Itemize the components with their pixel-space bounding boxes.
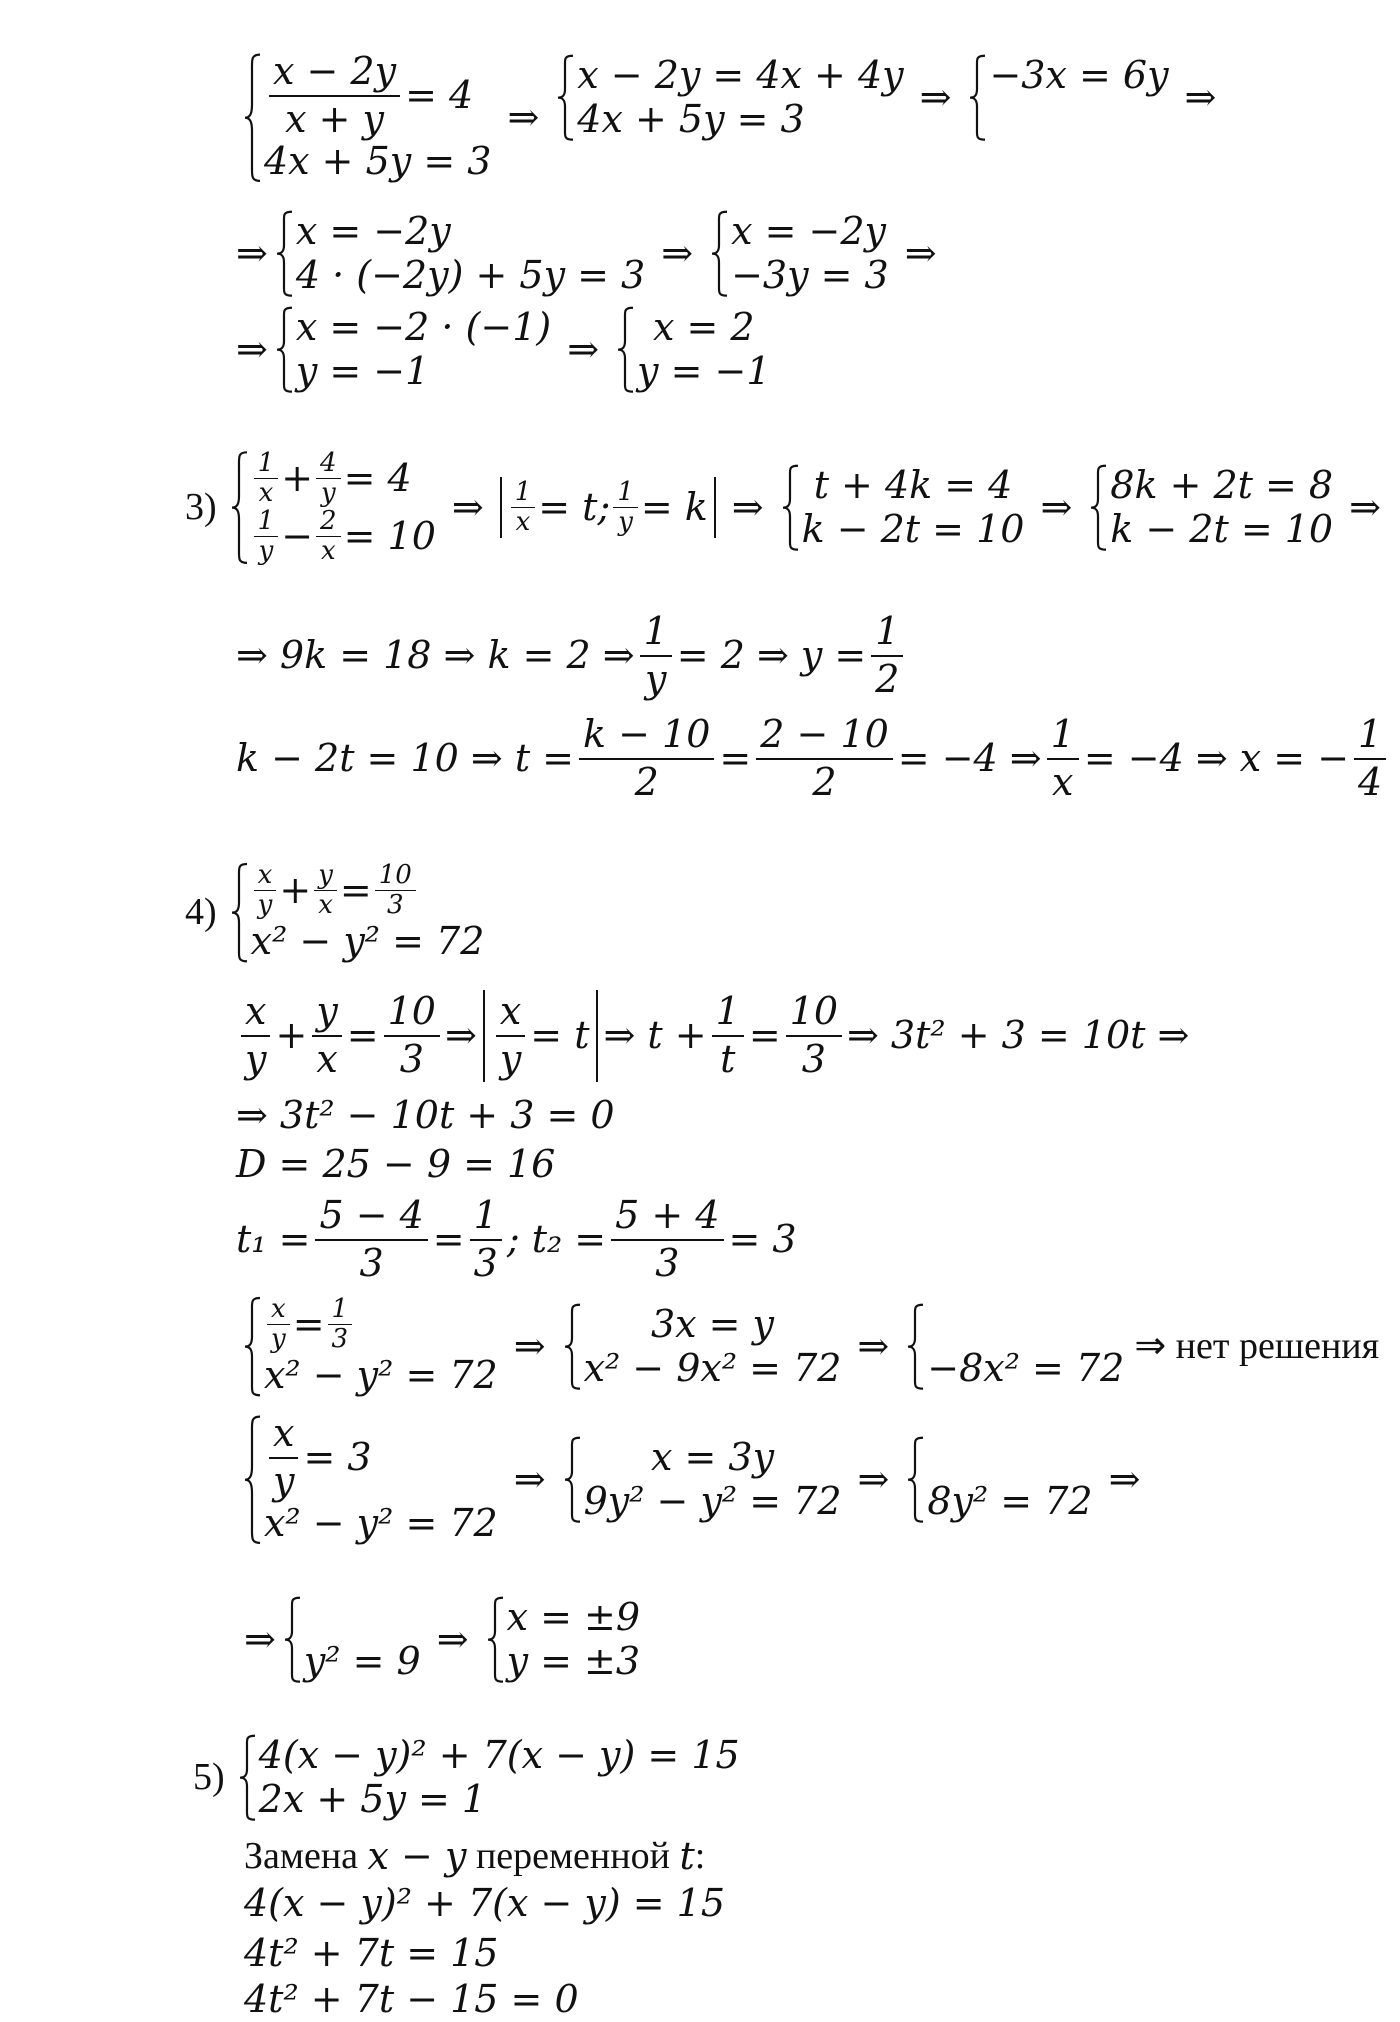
- p5-line-a: 4(x − y)² + 7(x − y) = 15: [244, 1881, 726, 1925]
- p4-system-9: x = ±9 y = ±3: [485, 1596, 640, 1683]
- p5-line-c: 4t² + 7t − 15 = 0: [244, 1977, 579, 2021]
- substitution-bars: $\frac{1}{x}$ = t; $\frac{1}{y}$ = k: [500, 477, 716, 539]
- p5-line-b: 4t² + 7t = 15: [244, 1931, 499, 1975]
- brace-icon: [555, 54, 577, 141]
- p3-system-3: 8k + 2t = 8 k − 2t = 10: [1088, 464, 1333, 551]
- problem-label-3: 3): [185, 485, 217, 528]
- p2-line3: ⇒ x = −2 · (−1) y = −1 ⇒ x = 2 y = −1: [236, 305, 771, 393]
- p4-system-1: $\frac{x}{y}$ + $\frac{y}{x}$ = $\frac{10}{3}$ x² − y² = 72: [229, 862, 485, 963]
- brace-icon: [562, 1436, 584, 1523]
- p4-system-4: −8x² = 72: [905, 1303, 1124, 1390]
- p2-line1: $\frac{x - 2y}{x + y}$ = 4 4x + 5y = 3 ⇒ x − 2y = 4x + 4y 4x + 5y = 3 ⇒ −3x = 6y ⇒: [236, 52, 1226, 183]
- p4-system-3: 3x = y x² − 9x² = 72: [562, 1303, 842, 1390]
- brace-icon: [709, 210, 731, 297]
- p4-system-8: y² = 9: [282, 1596, 421, 1683]
- brace-icon: [282, 1596, 304, 1683]
- p4-system-6: x = 3y 9y² − y² = 72: [562, 1436, 842, 1523]
- brace-icon: [1088, 464, 1110, 551]
- p4-line4: t₁ = $\frac{5 - 4}{3}$ = $\frac{1}{3}$ ; t₂ = $\frac{5 + 4}{3}$ = 3: [236, 1193, 797, 1285]
- p5-line0: [193, 1734, 746, 1821]
- p5-system-1: 4(x − y)² + 7(x − y) = 15 2x + 5y = 1: [237, 1734, 740, 1821]
- p2-system-1: $\frac{x - 2y}{x + y}$ = 4 4x + 5y = 3: [242, 52, 491, 183]
- brace-icon: [242, 52, 264, 183]
- p3-line3: k − 2t = 10 ⇒ t = $\frac{k - 10}{2}$ = $\frac{2 - 10}{2}$ = −4 ⇒ $\frac{1}{x}$ = −4 ⇒ x = − $\frac{1}{4}$: [236, 715, 1391, 803]
- brace-icon: [485, 1596, 507, 1683]
- brace-icon: [905, 1436, 927, 1523]
- p4-final: ⇒ y² = 9 ⇒ x = ±9 y = ±3: [244, 1595, 641, 1683]
- p4-caseB: $\frac{x}{y}$ = 3 x² − y² = 72 ⇒ x = 3y 9y² − y² = 72 ⇒ 8y² = 72 ⇒: [236, 1414, 1150, 1545]
- brace-icon: [242, 1296, 264, 1397]
- p4-system-5: $\frac{x}{y}$ = 3 x² − y² = 72: [242, 1414, 498, 1545]
- problem-label-4: 4): [185, 890, 217, 933]
- no-solution-text: ⇒ нет решения: [1134, 1324, 1380, 1367]
- p4-line1: $\frac{x}{y}$ + $\frac{y}{x}$ = $\frac{10}{3}$ ⇒ $\frac{x}{y}$ = t ⇒ t + $\frac{1}{t}$ = $\frac{10}{3}$ ⇒ 3t² + 3 = 10t ⇒: [236, 990, 1189, 1082]
- p3-line1: 3) $\frac{1}{x}$ + $\frac{4}{y}$ = 4 $\frac{1}{y}$ − $\frac{2}{x}$ = 10 ⇒ $\frac{1}{x}$ = t; $\frac{1}{y}$ = k ⇒ t + 4k = 4 k − 2t = 10 ⇒ 8k + 2t = 8 k − 2t = 10 ⇒: [185, 448, 1381, 566]
- p4-line0: [185, 862, 490, 963]
- p2-system-7: x = 2 y = −1: [615, 306, 770, 393]
- p4-caseA: $\frac{x}{y}$ = $\frac{1}{3}$ x² − y² = 72 ⇒ 3x = y x² − 9x² = 72 ⇒ −8x² = 72 ⇒ нет решения: [236, 1296, 1379, 1397]
- brace-icon: [229, 862, 251, 963]
- p2-line2: ⇒ x = −2y 4 · (−2y) + 5y = 3 ⇒ x = −2y −3y = 3 ⇒: [236, 209, 937, 297]
- brace-icon: [967, 54, 989, 141]
- brace-icon: [615, 306, 637, 393]
- brace-icon: [274, 210, 296, 297]
- p2-system-2: x − 2y = 4x + 4y 4x + 5y = 3: [555, 54, 903, 141]
- p3-system-2: t + 4k = 4 k − 2t = 10: [780, 464, 1025, 551]
- p2-system-5: x = −2y −3y = 3: [709, 210, 889, 297]
- brace-icon: [237, 1734, 259, 1821]
- p2-system-6: x = −2 · (−1) y = −1: [274, 306, 551, 393]
- brace-icon: [242, 1414, 264, 1545]
- brace-icon: [229, 450, 251, 565]
- p4-line3: D = 25 − 9 = 16: [236, 1142, 556, 1186]
- brace-icon: [562, 1303, 584, 1390]
- p5-replace-line: Замена x − y переменной t :: [244, 1834, 706, 1878]
- brace-icon: [274, 306, 296, 393]
- p3-system-1: $\frac{1}{x}$ + $\frac{4}{y}$ = 4 $\frac{1}{y}$ − $\frac{2}{x}$ = 10: [229, 450, 436, 565]
- problem-label-5: 5): [193, 1755, 225, 1798]
- substitution-bars: $\frac{x}{y}$ = t: [483, 990, 598, 1082]
- brace-icon: [905, 1303, 927, 1390]
- p3-line2: ⇒ 9k = 18 ⇒ k = 2 ⇒ $\frac{1}{y}$ = 2 ⇒ y = $\frac{1}{2}$: [236, 612, 908, 700]
- p2-system-4: x = −2y 4 · (−2y) + 5y = 3: [274, 210, 645, 297]
- p2-system-3: −3x = 6y: [967, 54, 1168, 141]
- brace-icon: [780, 464, 802, 551]
- p4-system-2: $\frac{x}{y}$ = $\frac{1}{3}$ x² − y² = 72: [242, 1296, 498, 1397]
- p4-line2: ⇒ 3t² − 10t + 3 = 0: [236, 1093, 615, 1137]
- p4-system-7: 8y² = 72: [905, 1436, 1092, 1523]
